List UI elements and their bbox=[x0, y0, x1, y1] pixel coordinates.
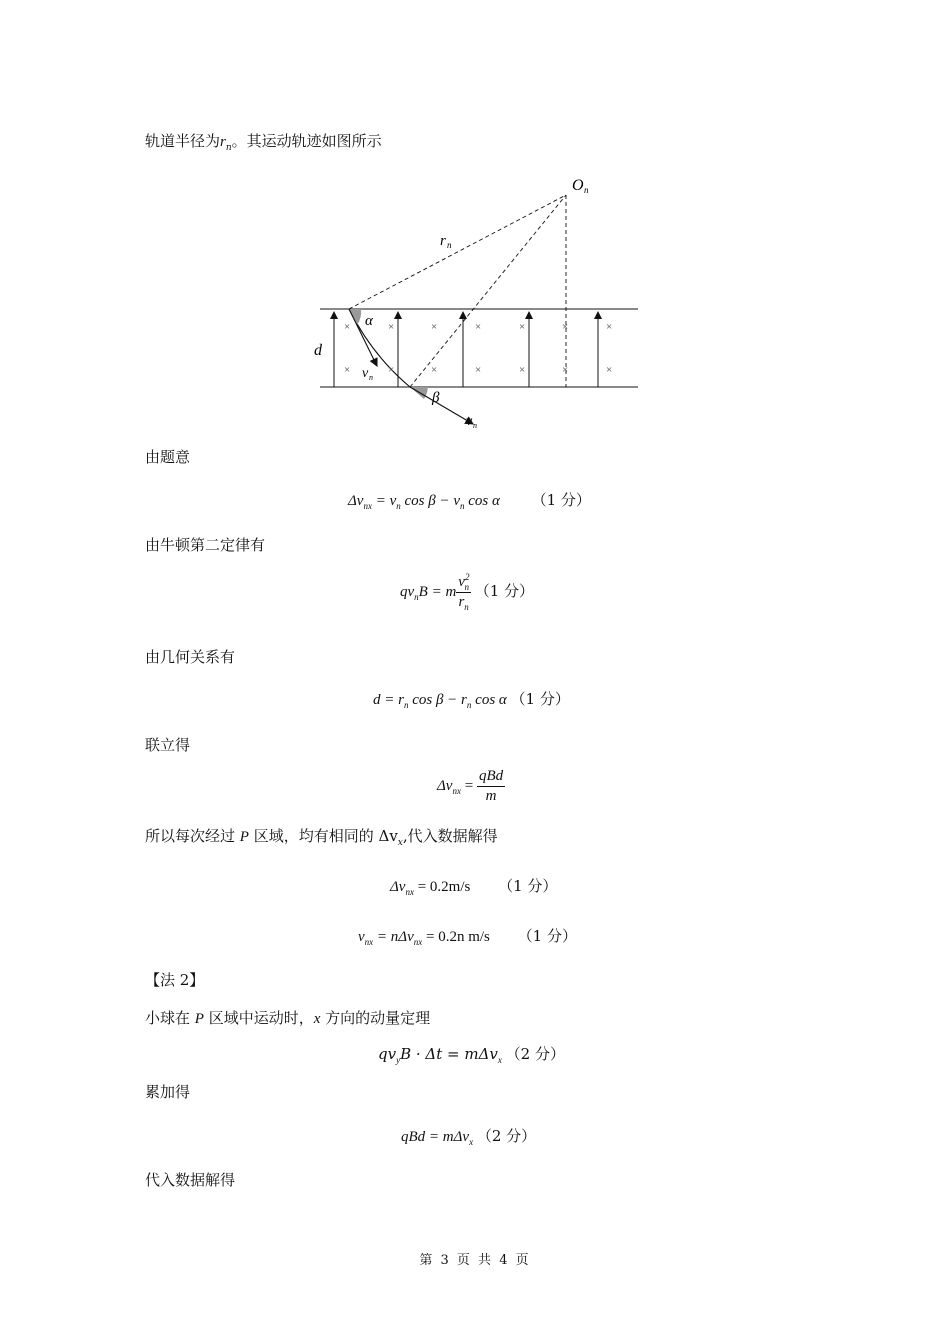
fraction: $\frac{\text{qBd}}{m}$ bbox=[478, 768, 504, 804]
velocity-arrow-2 bbox=[410, 387, 473, 424]
method2-heading: 【法 2】 bbox=[145, 971, 205, 989]
trajectory-diagram bbox=[300, 168, 660, 438]
label-On: O bbox=[572, 177, 584, 194]
para-geometry: 由几何关系有 bbox=[145, 648, 236, 666]
para-momentum: 小球在 P 区域中运动时，x 方向的动量定理 bbox=[145, 1009, 431, 1027]
cross-mark: × bbox=[475, 364, 482, 376]
cross-mark: × bbox=[431, 321, 438, 333]
radius-dashed-line-1 bbox=[349, 195, 566, 309]
label-v2: v bbox=[466, 414, 473, 429]
page-footer: 第 3 页 共 4 页 bbox=[419, 1253, 531, 1268]
score: （1 分） bbox=[531, 491, 591, 509]
equation-momentum: $qv_yB \cdot \Delta t = m\Delta v_x$ （2 分） bbox=[378, 1045, 565, 1065]
cross-mark: × bbox=[562, 364, 569, 376]
cross-mark: × bbox=[344, 364, 351, 376]
cross-mark: × bbox=[388, 364, 395, 376]
cross-mark: × bbox=[519, 364, 526, 376]
cross-mark: × bbox=[475, 321, 482, 333]
cross-mark: × bbox=[519, 321, 526, 333]
label-rn: r bbox=[440, 233, 446, 249]
cross-mark: × bbox=[606, 321, 613, 333]
equation-newton: $qv_nB = m$ $\frac{v^2_n}{r_n}$ （1 分） bbox=[400, 572, 535, 612]
cross-mark: × bbox=[344, 321, 351, 333]
fraction: $\frac{v^2_n}{r_n}$ bbox=[458, 572, 470, 612]
cross-mark: × bbox=[431, 364, 438, 376]
score: （1 分） bbox=[510, 690, 570, 708]
label-alpha: α bbox=[365, 313, 373, 329]
label-v1: v bbox=[362, 366, 369, 381]
label-On-sub: n bbox=[584, 185, 589, 195]
label-beta: β bbox=[432, 390, 440, 406]
para-each-pass: 所以每次经过 P 区域，均有相同的 $\Delta v_x$,代入数据解得 bbox=[145, 827, 498, 848]
radius-dashed-line-2 bbox=[410, 195, 569, 387]
cross-mark: × bbox=[562, 321, 569, 333]
para-substitute: 代入数据解得 bbox=[145, 1171, 236, 1189]
intro-line: 轨道半径为$r_n$。其运动轨迹如图所示 bbox=[145, 132, 382, 153]
score: （2 分） bbox=[505, 1045, 565, 1063]
para-combine: 联立得 bbox=[145, 736, 191, 754]
para-accumulate: 累加得 bbox=[145, 1083, 191, 1101]
cross-mark: × bbox=[388, 321, 395, 333]
equation-delta-value: $\Delta v_{nx} = 0.2m/s$ （1 分） bbox=[390, 877, 558, 897]
equation-geometry: $d = r_n$ $\cos \beta - r_n$ cos α （1 分） bbox=[373, 690, 570, 710]
score: （1 分） bbox=[498, 877, 558, 895]
equation-vnx: $v_{nx} = n\Delta v_{nx} = 0.2n$ m/s （1 分） bbox=[358, 927, 577, 947]
equation-sum: qBd = mΔv$_x$ （2 分） bbox=[401, 1127, 537, 1147]
score: （1 分） bbox=[517, 927, 577, 945]
cross-mark: × bbox=[606, 364, 613, 376]
score: （2 分） bbox=[476, 1127, 537, 1145]
label-rn-sub: n bbox=[447, 240, 452, 250]
score: （1 分） bbox=[474, 581, 535, 600]
magnetic-field-crosses bbox=[344, 321, 612, 376]
label-v1-sub: n bbox=[369, 373, 373, 382]
equation-combined: $\Delta v_{nx}$ = $\frac{\text{qBd}}{m}$ bbox=[437, 768, 504, 804]
label-d: d bbox=[314, 342, 322, 359]
label-v2-sub: n bbox=[473, 421, 477, 430]
equation-delta-v: $\Delta v_{nx} = v_n$ $\cos \beta - v_n$ cos α （1 分） bbox=[348, 491, 591, 511]
para-newton: 由牛顿第二定律有 bbox=[145, 536, 266, 554]
para-by-question: 由题意 bbox=[145, 448, 191, 466]
